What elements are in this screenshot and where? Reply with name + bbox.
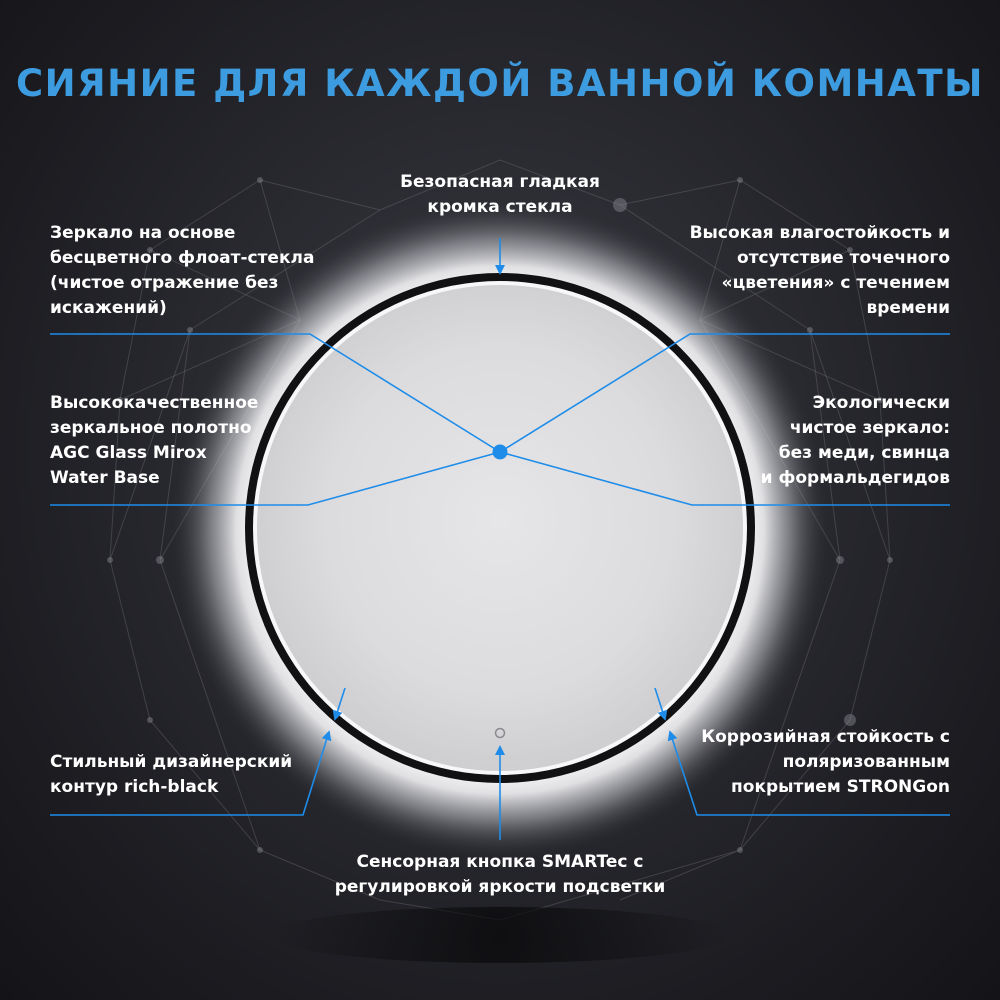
caption-agc: Высококачественное зеркальное полотно AGC Glass Mirox Water Base xyxy=(50,393,259,488)
caption-float-glass: Зеркало на основе бесцветного флоат-стекла (чистое отражение без искажений) xyxy=(50,223,315,318)
caption-eco: Экологически чистое зеркало: без меди, свинца и формальдегидов xyxy=(760,393,950,488)
caption-edge: Безопасная гладкая кромка стекла xyxy=(400,172,600,217)
caption-moisture: Высокая влагостойкость и отсутствие точечного «цветения» с течением времени xyxy=(689,223,950,318)
blue-dot-icon xyxy=(493,445,508,460)
mirror-face xyxy=(257,285,743,771)
caption-corrosion: Коррозийная стойкость с поляризованным покрытием STRONGon xyxy=(701,727,950,797)
caption-sensor: Сенсорная кнопка SMARTec с регулировкой яркости подсветки xyxy=(334,852,666,897)
page-title: СИЯНИЕ ДЛЯ КАЖДОЙ ВАННОЙ КОМНАТЫ xyxy=(16,62,984,105)
floor-shadow xyxy=(270,907,730,963)
caption-contour: Стильный дизайнерский контур rich-black xyxy=(50,752,293,797)
